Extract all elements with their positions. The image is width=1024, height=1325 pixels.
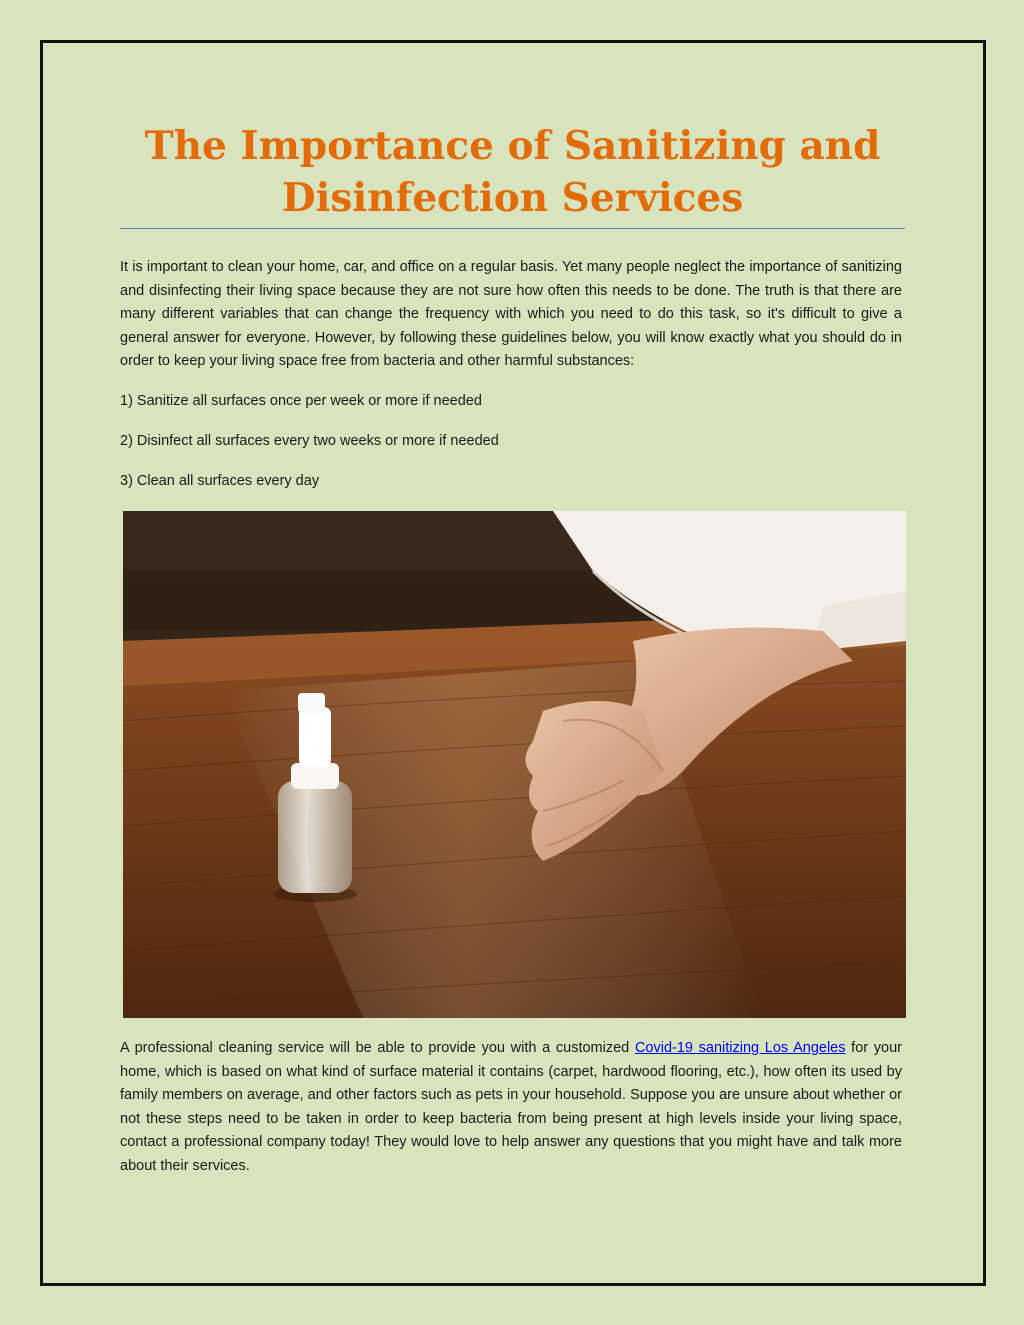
closing-text-before-link: A professional cleaning service will be able to provide you with a customized xyxy=(120,1040,635,1056)
closing-paragraph xyxy=(120,1037,902,1178)
intro-paragraph: It is important to clean your home, car, and office on a regular basis. Yet many people neglect the importance of sanitizing and disinfecting their living space because they are not sure how often this needs to be done. The truth is that there are many different variables that can change the frequency with which you need to do this task, so it's difficult to give a general answer for everyone. However, by following these guidelines below, you will know exactly what you should do in order to keep your living space free from bacteria and other harmful substances: xyxy=(120,259,902,369)
step-sanitize: 1) Sanitize all surfaces once per week or more if needed xyxy=(120,393,482,409)
step-clean: 3) Clean all surfaces every day xyxy=(120,473,320,489)
document-title: The Importance of Sanitizing and Disinfection Services xyxy=(144,123,881,221)
title-underline xyxy=(120,228,905,229)
covid-sanitizing-link[interactable]: Covid-19 sanitizing Los Angeles xyxy=(634,1040,846,1056)
step-disinfect: 2) Disinfect all surfaces every two weeks or more if needed xyxy=(120,433,499,449)
hand-sanitizer-photo xyxy=(123,511,906,1018)
closing-text-after-link: for your home, which is based on what kind of surface material it contains (carpet, hardwood flooring, etc.), how often its used by family members on average, and other factors such as pets in your household. Suppose you are unsure about whether or not these steps need to be taken in order to keep bacteria from being present at high levels inside your living space, contact a professional company today! They would love to help answer any questions that you might have and talk more about their services. xyxy=(120,1040,903,1174)
